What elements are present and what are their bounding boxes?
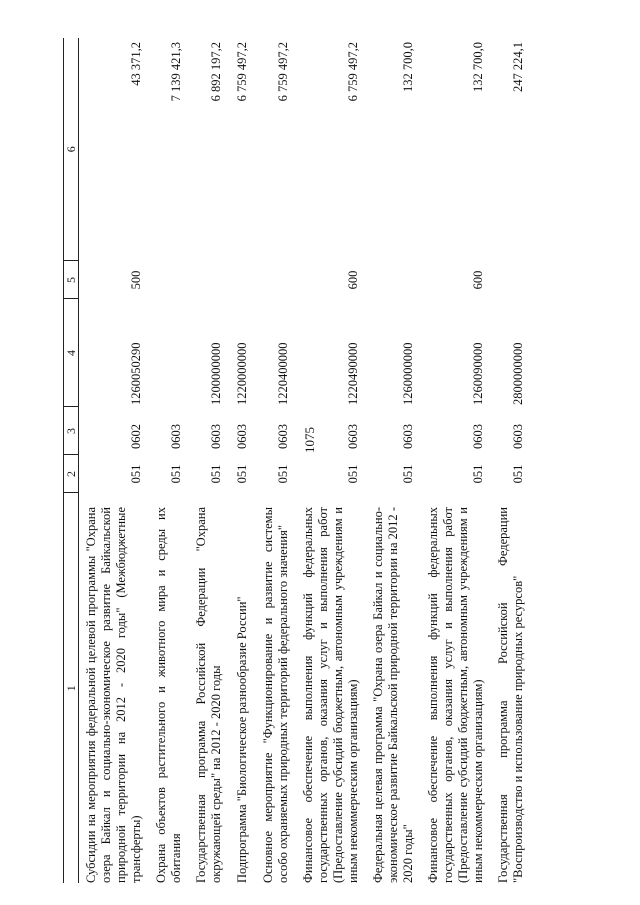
- row-section-code: 0603: [511, 424, 525, 449]
- row-target-code: 1200000000: [209, 342, 223, 405]
- row-description: Государственная программа Российской Федерации "Охрана окружающей среды" на 2012 - 2020 годы: [194, 507, 223, 883]
- row-ministry-code: 051: [346, 464, 360, 484]
- row-description: Охрана объектов растительного и животного мира и среды их обитания: [154, 507, 183, 883]
- table-row: [421, 38, 491, 883]
- header-col-5: 5: [64, 261, 79, 299]
- row-amount: 6 759 497,2: [346, 42, 360, 102]
- rotated-page: [63, 38, 633, 883]
- row-expense-type: [189, 261, 229, 299]
- row-description: Государственная программа Российской Федерации "Воспроизводство и использование природных ресурсов": [496, 507, 525, 883]
- table-row: [149, 38, 189, 883]
- row-expense-type: 600: [471, 270, 485, 290]
- table-row: [296, 38, 366, 883]
- row-amount: 247 224,1: [511, 42, 525, 92]
- row-ministry-code: 051: [169, 464, 183, 484]
- row-description: Подпрограмма "Биологическое разнообразие России": [235, 596, 249, 883]
- row-description: Федеральная целевая программа "Охрана озера Байкал и социально-экономическое развитие Байкальской природной территории на 2012 - 2020 годы": [371, 507, 415, 883]
- row-section-code: 0603: [235, 424, 249, 449]
- row-section-code: 0603: [209, 424, 223, 449]
- row-ministry-code: 051: [276, 464, 290, 484]
- page-number-text: 1075: [302, 427, 317, 453]
- row-ministry-code: 051: [235, 464, 249, 484]
- row-target-code: 1220400000: [276, 342, 290, 405]
- row-target-code: [149, 299, 189, 407]
- row-expense-type: 600: [346, 270, 360, 290]
- table-row: [366, 38, 421, 883]
- row-target-code: 1260050290: [129, 342, 143, 405]
- row-expense-type: [256, 261, 296, 299]
- header-col-3: 3: [64, 407, 79, 455]
- row-section-code: 0603: [346, 424, 360, 449]
- row-ministry-code: 051: [209, 464, 223, 484]
- table-row: [256, 38, 296, 883]
- table-row: [229, 38, 256, 883]
- row-amount: 132 700,0: [471, 42, 485, 92]
- row-amount: 6 759 497,2: [276, 42, 290, 102]
- row-expense-type: 500: [129, 270, 143, 290]
- row-ministry-code: 051: [401, 464, 415, 484]
- table-row: [491, 38, 531, 883]
- row-section-code: 0603: [276, 424, 290, 449]
- header-col-1: 1: [64, 493, 79, 883]
- row-expense-type: [229, 261, 256, 299]
- row-amount: 6 892 197,2: [209, 42, 223, 102]
- row-expense-type: [366, 261, 421, 299]
- table-header-row: [64, 38, 79, 883]
- row-section-code: 0602: [129, 424, 143, 449]
- row-target-code: 1220000000: [235, 342, 249, 405]
- row-description: Основное мероприятие "Функционирование и развитие системы особо охраняемых природных территорий федерального значения": [261, 507, 290, 883]
- row-target-code: 1260090000: [471, 342, 485, 405]
- row-description: Финансовое обеспечение выполнения функций федеральных государственных органов, оказания услуг и выполнения работ (Предоставление субсидий бюджетным, автономным учреждениям и иным некоммерческим организациям): [301, 507, 360, 883]
- row-section-code: 0603: [401, 424, 415, 449]
- row-target-code: 1260000000: [401, 342, 415, 405]
- table-row: [189, 38, 229, 883]
- header-col-2: 2: [64, 455, 79, 493]
- row-ministry-code: 051: [471, 464, 485, 484]
- row-amount: 7 139 421,3: [169, 42, 183, 102]
- header-col-4: 4: [64, 299, 79, 407]
- budget-table: [63, 38, 531, 883]
- row-amount: 6 759 497,2: [235, 42, 249, 102]
- row-description: Субсидии на мероприятия федеральной целевой программы "Охрана озера Байкал и социально-экономическое развитие Байкальской природной территории на 2012 - 2020 годы" (Межбюджетные трансферты): [84, 507, 143, 883]
- row-target-code: 2800000000: [511, 342, 525, 405]
- row-amount: 43 371,2: [129, 42, 143, 86]
- header-col-6: 6: [64, 38, 79, 261]
- row-section-code: 0603: [169, 424, 183, 449]
- row-description: Финансовое обеспечение выполнения функций федеральных государственных органов, оказания услуг и выполнения работ (Предоставление субсидий бюджетным, автономным учреждениям и иным некоммерческим организациям): [426, 507, 485, 883]
- row-section-code: 0603: [471, 424, 485, 449]
- row-expense-type: [491, 261, 531, 299]
- row-target-code: 1220490000: [346, 342, 360, 405]
- table-row: [79, 38, 150, 883]
- row-ministry-code: 051: [129, 464, 143, 484]
- row-amount: 132 700,0: [401, 42, 415, 92]
- row-expense-type: [149, 261, 189, 299]
- row-ministry-code: 051: [511, 464, 525, 484]
